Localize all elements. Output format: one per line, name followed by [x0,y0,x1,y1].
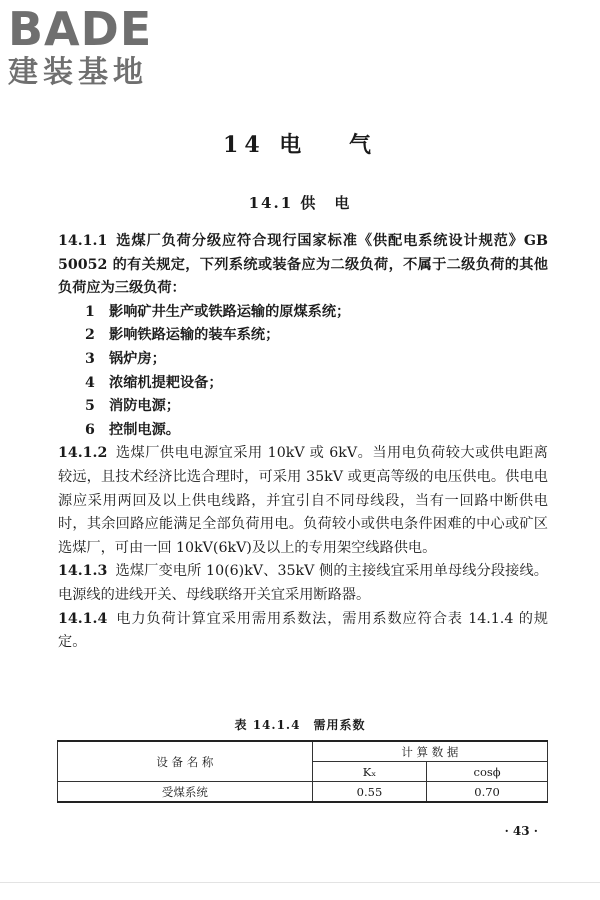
section-title: 14.1 供 电 [248,194,352,212]
clause-14-1-2 [58,442,548,560]
clause-text: 电力负荷计算宜采用需用系数法，需用系数应符合表 14.1.4 的规定。 [58,610,548,651]
document-body [58,230,548,655]
cell-device: 受煤系统 [58,782,313,803]
table-header-row [58,741,548,762]
list-item-text: 控制电源。 [109,421,180,438]
list-item-text: 浓缩机提耙设备； [109,374,223,391]
list-item-text: 消防电源； [109,398,180,415]
list-item-text: 影响矿井生产或铁路运输的原煤系统； [109,303,351,320]
list-item-number: 2 [85,327,95,344]
logo-wordmark: BADE [8,2,153,56]
clause-number: 14.1.3 [58,563,108,580]
bade-logo [8,4,152,90]
clause-text: 选煤厂供电电源宜采用 10kV 或 6kV。当用电负荷较大或供电距离较远，且技术经济比选合理时，可采用 35kV 或更高等级的电压供电。供电电源应采用两回及以上供电线路，并宜引自不同母线段，当有一回路中断供电时，其余回路应能满足全部负荷用电。负荷较小或供电条件困难的中心或矿区选煤厂，可由一回 10kV(6kV)及以上的专用架空线路供电。 [58,445,548,556]
logo-subtitle: 建装基地 [8,55,148,90]
page-number: · 43 · [504,824,538,838]
clause-number: 14.1.4 [58,610,108,627]
list-item [58,348,548,372]
clause-14-1-3 [58,560,548,607]
clause-text: 选煤厂负荷分级应符合现行国家标准《供配电系统设计规范》GB 50052 的有关规定，下列系统或装备应为二级负荷，不属于二级负荷的其他负荷应为三级负荷： [58,233,548,297]
clause-14-1-4 [58,608,548,655]
bottom-divider [0,882,600,883]
list-item-text: 影响铁路运输的装车系统； [109,327,280,344]
list-item-number: 4 [85,374,95,391]
header-cos-phi: cosϕ [427,762,548,782]
list-item-number: 5 [85,398,95,415]
clause-number: 14.1.1 [58,233,108,249]
list-item-number: 6 [85,421,95,438]
list-item [58,395,548,419]
clause-14-1-1 [58,230,548,301]
clause-text: 选煤厂变电所 10(6)kV、35kV 侧的主接线宜采用单母线分段接线。电源线的进线开关、母线联络开关宜采用断路器。 [58,563,548,603]
cell-kx: 0.55 [312,782,426,803]
list-item-number: 3 [85,350,95,367]
header-device-name: 设 备 名 称 [58,741,313,782]
clause-number: 14.1.2 [58,445,108,462]
list-item-text: 锅炉房； [109,350,166,367]
list-item [58,372,548,396]
list-item [58,324,548,348]
list-item-number: 1 [85,303,95,320]
demand-factor-table [57,740,548,803]
table-row [58,782,548,803]
chapter-title: 14 电 气 [223,132,377,158]
cell-cos-phi: 0.70 [427,782,548,803]
list-item [58,301,548,325]
list-item [58,419,548,443]
table-caption: 表 14.1.4 需用系数 [234,718,366,732]
header-kx: Kₓ [312,762,426,782]
header-calc-data: 计 算 数 据 [312,741,547,762]
